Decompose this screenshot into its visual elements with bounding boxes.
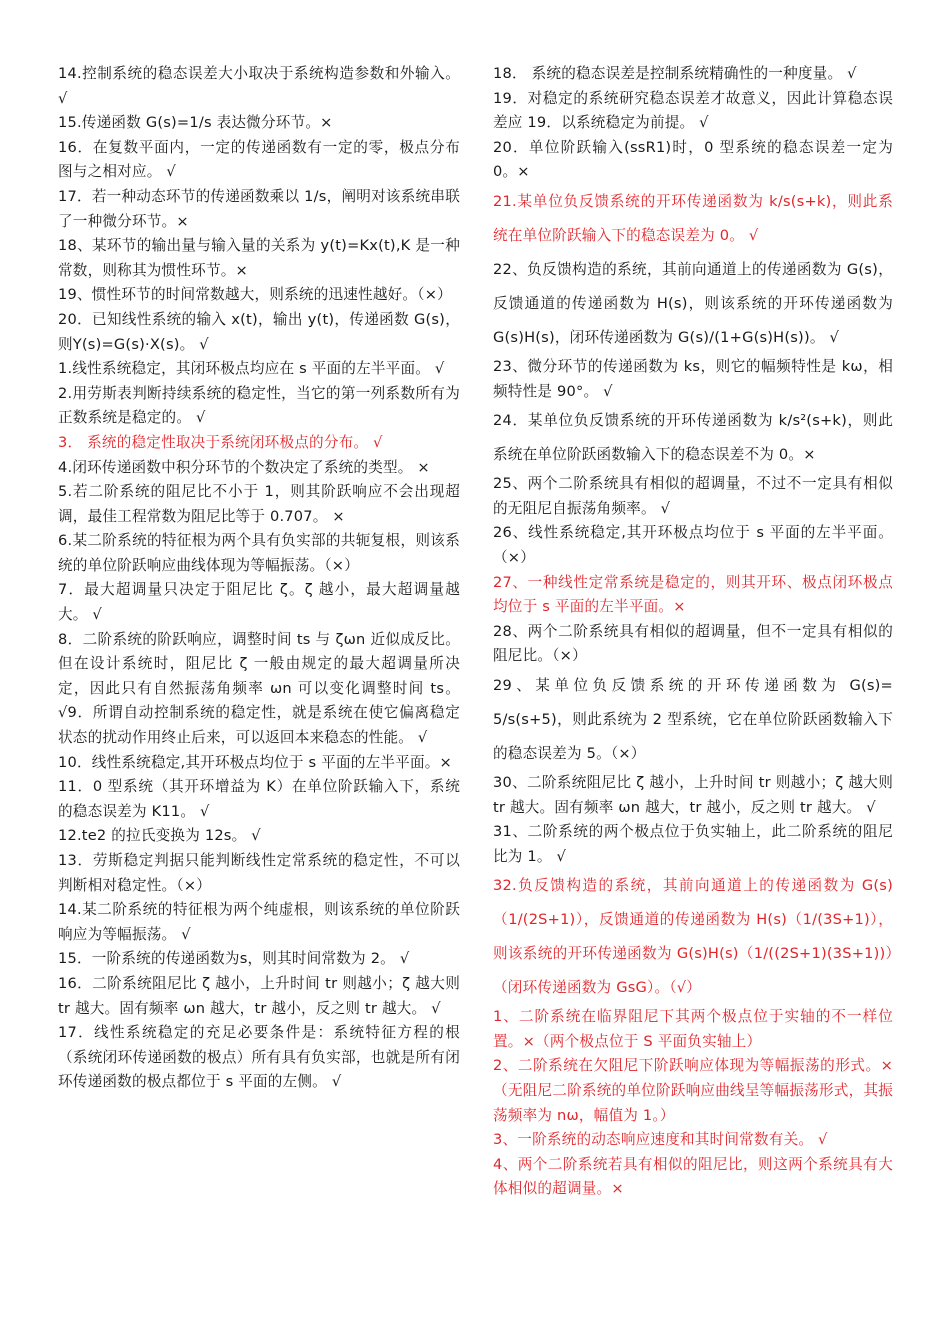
question-item: 7．最大超调量只决定于阻尼比 ζ。ζ 越小，最大超调量越大。 √ <box>58 581 460 624</box>
question-item: 20．单位阶跃输入(ssR1)时，0 型系统的稳态误差一定为 0。× <box>493 138 893 181</box>
question-item: 16．二阶系统阻尼比 ζ 越小，上升时间 tr 则越小；ζ 越大则 tr 越大。固有频率 ωn 越大，tr 越小，反之则 tr 越大。 √ <box>58 974 460 1017</box>
question-item: 17．线性系统稳定的充足必要条件是：系统特征方程的根（系统闭环传递函数的极点）所有具有负实部，也就是所有闭环传递函数的极点都位于 s 平面的左侧。 √ <box>58 1024 460 1091</box>
question-item: 19．对稳定的系统研究稳态误差才故意义，因此计算稳态误差应 19．以系统稳定为前提。 √ <box>493 89 893 132</box>
right-column <box>493 62 893 1202</box>
question-item: 8．二阶系统的阶跃响应，调整时间 ts 与 ζωn 近似成反比。但在设计系统时，阻尼比 ζ 一般由规定的最大超调量所决定，因此只有自然振荡角频率 ωn 可以变化调整时间 ts。 √9．所谓自动控制系统的稳定性，就是系统在使它偏离稳定状态的扰动作用终止后来，可以返回本来稳态的性能。 √ <box>58 630 460 747</box>
question-item: 29、某单位负反馈系统的开环传递函数为 G(s)= 5/s(s+5)，则此系统为 2 型系统，它在单位阶跃函数输入下的稳态误差为 5。（×） <box>493 676 893 762</box>
question-item: 18、某环节的输出量与输入量的关系为 y(t)=Kx(t),K 是一种常数，则称其为惯性环节。× <box>58 237 460 279</box>
question-item: 28、两个二阶系统具有相似的超调量，但不一定具有相似的阻尼比。（×） <box>493 622 893 665</box>
left-column <box>58 62 460 1095</box>
question-item-highlighted: 21.某单位负反馈系统的开环传递函数为 k/s(s+k)，则此系统在单位阶跃输入下的稳态误差为 0。 √ <box>493 192 893 244</box>
question-item: 17．若一种动态环节的传递函数乘以 1/s，阐明对该系统串联了一种微分环节。× <box>58 187 460 230</box>
question-item: 1.线性系统稳定，其闭环极点均应在 s 平面的左半平面。 √ <box>58 360 445 378</box>
question-item-highlighted: 27、一种线性定常系统是稳定的，则其开环、极点闭环极点均位于 s 平面的左半平面。× <box>493 573 893 616</box>
question-item: 26、线性系统稳定,其开环极点均位于 s 平面的左半平面。（×） <box>493 524 893 566</box>
question-item: 18． 系统的稳态误差是控制系统精确性的一种度量。 √ <box>493 65 857 82</box>
question-item: 31、二阶系统的两个极点位于负实轴上，此二阶系统的阻尼比为 1。 √ <box>493 823 893 865</box>
question-item: 19、惯性环节的时间常数越大，则系统的迅速性越好。（×） <box>58 286 452 304</box>
question-item: 15.传递函数 G(s)=1/s 表达微分环节。× <box>58 114 333 132</box>
question-item-highlighted: 1、二阶系统在临界阻尼下其两个极点位于实轴的不一样位置。×（两个极点位于 S 平面负实轴上） <box>493 1008 893 1050</box>
question-item-highlighted: 3． 系统的稳定性取决于系统闭环极点的分布。 √ <box>58 433 383 451</box>
question-item: 14.控制系统的稳态误差大小取决于系统构造参数和外输入。 √ <box>58 65 460 107</box>
question-item-highlighted: 4、两个二阶系统若具有相似的阻尼比，则这两个系统具有大体相似的超调量。× <box>493 1155 893 1198</box>
question-item: 10．线性系统稳定,其开环极点均位于 s 平面的左半平面。× <box>58 753 452 771</box>
question-item: 20．已知线性系统的输入 x(t)，输出 y(t)，传递函数 G(s)，则Y(s)=G(s)·X(s)。 √ <box>58 310 460 353</box>
question-item: 4.闭环传递函数中积分环节的个数决定了系统的类型。 × <box>58 458 430 476</box>
question-item: 23、微分环节的传递函数为 ks，则它的幅频特性是 kω，相频特性是 90°。 √ <box>493 357 893 400</box>
question-item: 25、两个二阶系统具有相似的超调量，不过不一定具有相似的无阻尼自振荡角频率。 √ <box>493 475 893 517</box>
question-item: 2.用劳斯表判断持续系统的稳定性，当它的第一列系数所有为正数系统是稳定的。 √ <box>58 384 460 427</box>
question-item-highlighted: 32.负反馈构造的系统，其前向通道上的传递函数为 G(s)（1/(2S+1)），反馈通道的传递函数为 H(s)（1/(3S+1)），则该系统的开环传递函数为 G(s)H(s)（1/((2S+1)(3S+1))）（闭环传递函数为 GsG）。（√） <box>493 877 893 997</box>
question-item: 5.若二阶系统的阻尼比不小于 1，则其阶跃响应不会出现超调，最佳工程常数为阻尼比等于 0.707。 × <box>58 483 460 525</box>
question-item-highlighted: 2、二阶系统在欠阻尼下阶跃响应体现为等幅振荡的形式。×（无阻尼二阶系统的单位阶跃响应曲线呈等幅振荡形式，其振荡频率为 nω，幅值为 1。） <box>493 1057 893 1124</box>
question-item: 15．一阶系统的传递函数为s，则其时间常数为 2。 √ <box>58 950 410 968</box>
question-item-highlighted: 3、一阶系统的动态响应速度和其时间常数有关。 √ <box>493 1131 828 1149</box>
question-item: 6.某二阶系统的特征根为两个具有负实部的共轭复根，则该系统的单位阶跃响应曲线体现为等幅振荡。（×） <box>58 532 460 574</box>
question-item: 22、负反馈构造的系统，其前向通道上的传递函数为 G(s)，反馈通道的传递函数为 H(s)，则该系统的开环传递函数为 G(s)H(s)，闭环传递函数为 G(s)/(1+G(s)H(s))。 √ <box>493 260 893 346</box>
question-item: 14.某二阶系统的特征根为两个纯虚根，则该系统的单位阶跃响应为等幅振荡。 √ <box>58 901 460 943</box>
question-item: 11．0 型系统（其开环增益为 K）在单位阶跃输入下，系统的稳态误差为 K11。 √ <box>58 778 460 820</box>
question-item: 16．在复数平面内，一定的传递函数有一定的零，极点分布图与之相对应。 √ <box>58 138 460 181</box>
question-item: 24．某单位负反馈系统的开环传递函数为 k/s²(s+k)，则此系统在单位阶跃函数输入下的稳态误差不为 0。× <box>493 412 893 464</box>
question-item: 12.te2 的拉氏变换为 12s。 √ <box>58 827 261 845</box>
question-item: 13．劳斯稳定判据只能判断线性定常系统的稳定性，不可以判断相对稳定性。（×） <box>58 852 460 894</box>
question-item: 30、二阶系统阻尼比 ζ 越小，上升时间 tr 则越小；ζ 越大则 tr 越大。固有频率 ωn 越大，tr 越小，反之则 tr 越大。 √ <box>493 773 893 816</box>
